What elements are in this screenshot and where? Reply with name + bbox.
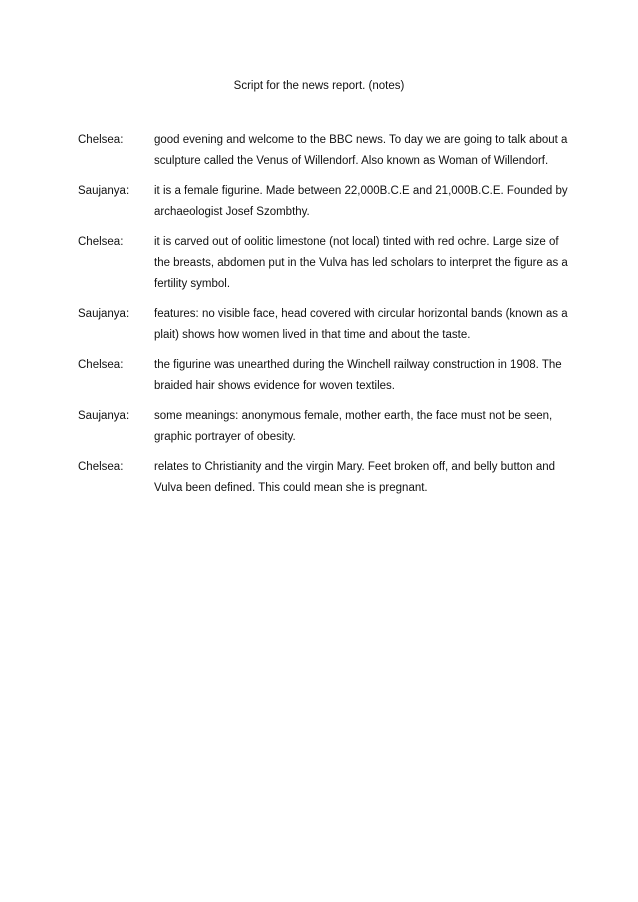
speaker-name: Saujanya: — [78, 308, 130, 320]
script-line — [78, 355, 568, 397]
script-line — [78, 406, 568, 448]
speaker-name: Saujanya: — [78, 410, 130, 422]
line-text: some meanings: anonymous female, mother earth, the face must not be seen, graphic portrayer of obesity. — [154, 410, 553, 443]
script-line — [78, 457, 568, 499]
script-line — [78, 181, 568, 223]
script-line — [78, 304, 568, 346]
line-text: it is carved out of oolitic limestone (not local) tinted with red ochre. Large size of the breasts, abdomen put in the Vulva has led scholars to interpret the figure as a fertility symbol. — [154, 236, 568, 290]
script-line — [78, 130, 568, 172]
script-line — [78, 232, 568, 295]
speaker-name: Chelsea: — [78, 134, 124, 146]
line-text: features: no visible face, head covered with circular horizontal bands (known as a plait) shows how women lived in that time and about the taste. — [154, 308, 568, 341]
script-lines — [78, 130, 568, 508]
line-text: the figurine was unearthed during the Winchell railway construction in 1908. The braided hair shows evidence for woven textiles. — [154, 359, 562, 392]
speaker-name: Saujanya: — [78, 185, 130, 197]
speaker-name: Chelsea: — [78, 461, 124, 473]
document-title: Script for the news report. (notes) — [233, 80, 405, 92]
line-text: it is a female figurine. Made between 22,000B.C.E and 21,000B.C.E. Founded by archaeologist Josef Szombthy. — [154, 185, 568, 218]
speaker-name: Chelsea: — [78, 236, 124, 248]
line-text: relates to Christianity and the virgin Mary. Feet broken off, and belly button and Vulva been defined. This could mean she is pregnant. — [154, 461, 556, 494]
speaker-name: Chelsea: — [78, 359, 124, 371]
line-text: good evening and welcome to the BBC news. To day we are going to talk about a sculpture called the Venus of Willendorf. Also known as Woman of Willendorf. — [154, 134, 568, 167]
